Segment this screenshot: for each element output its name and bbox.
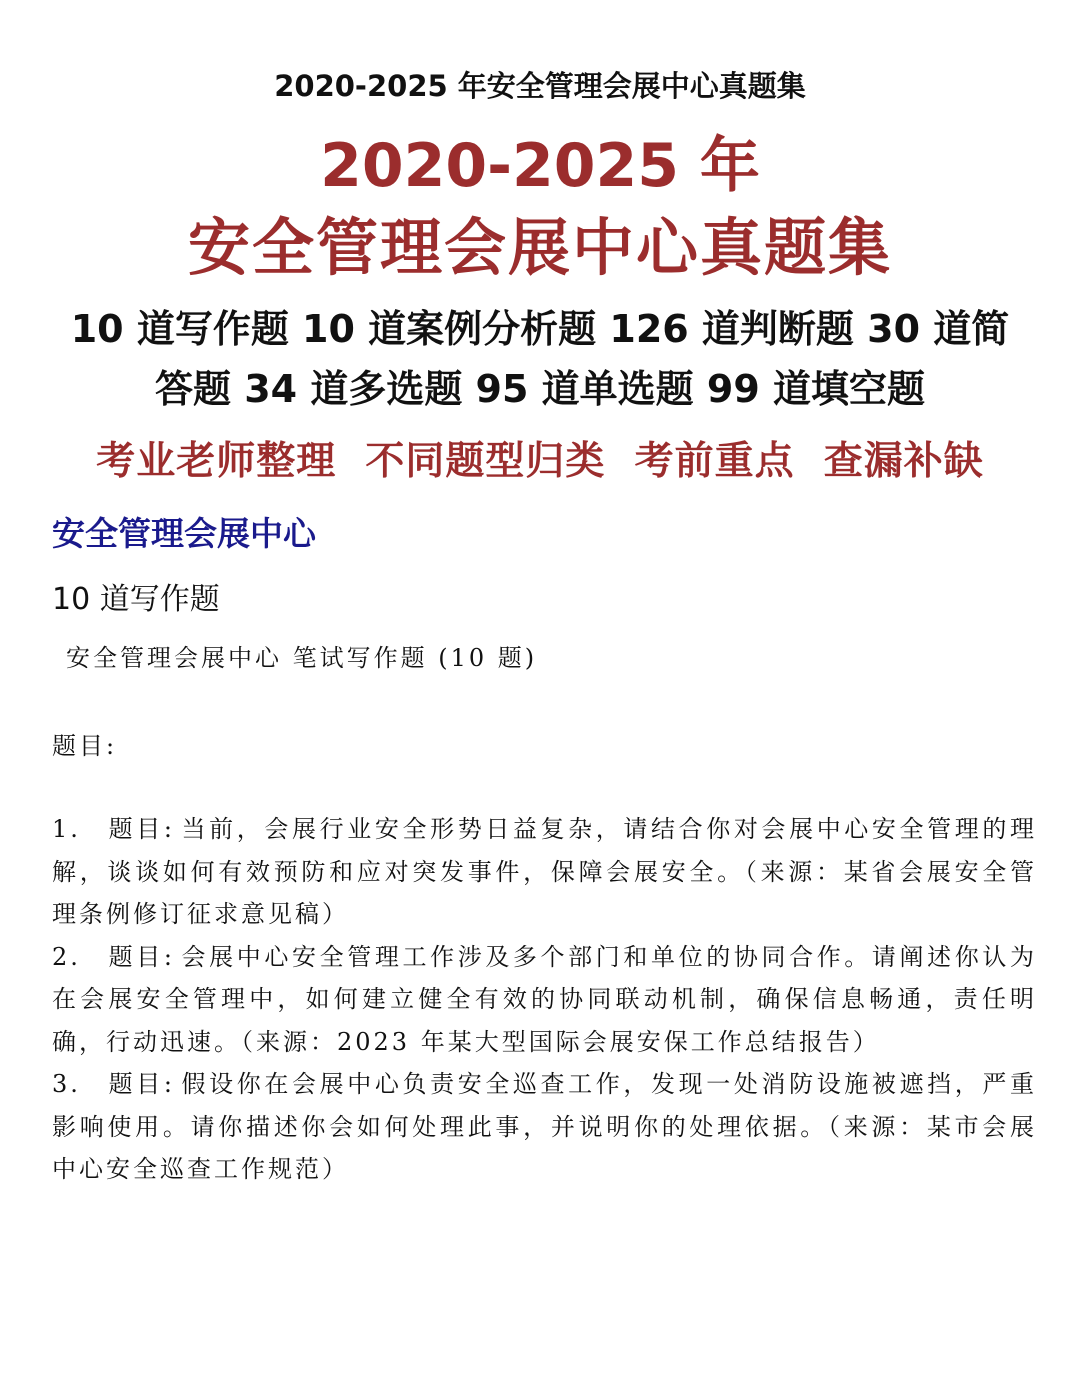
question-label: 题目: (108, 942, 175, 971)
question-label: 题目: (108, 815, 175, 843)
question-text: 会展中心安全管理工作涉及多个部门和单位的协同合作。请阐述你认为在会展安全管理中，如何建立健全有效的协同联动机制，确保信息畅通，责任明确，行动迅速。（来源：2023 年某大型国际会展安保工作总结报告） (52, 942, 1037, 1056)
question-text: 当前，会展行业安全形势日益复杂，请结合你对会展中心安全管理的理解，谈谈如何有效预防和应对突发事件，保障会展安全。（来源：某省会展安全管理条例修订征求意见稿） (52, 815, 1037, 928)
exam-title: 安全管理会展中心 笔试写作题 (10 题) (66, 644, 538, 672)
question-item (52, 936, 1037, 1064)
section-subheading: 10 道写作题 (52, 582, 220, 617)
topic-label: 题目: (52, 732, 118, 760)
question-counts-line-1: 10 道写作题 10 道案例分析题 126 道判断题 30 道简 (70, 307, 1010, 351)
cover-slogan: 考业老师整理 不同题型归类 考前重点 查漏补缺 (96, 438, 984, 484)
cover-title-line-1: 2020-2025 年 (320, 131, 760, 201)
question-number: 2. (52, 942, 81, 971)
question-item (52, 808, 1037, 936)
question-number: 1. (52, 815, 81, 843)
question-text: 假设你在会展中心负责安全巡查工作，发现一处消防设施被遮挡，严重影响使用。请你描述你会如何处理此事，并说明你的处理依据。（来源：某市会展中心安全巡查工作规范） (52, 1070, 1037, 1183)
question-label: 题目: (108, 1070, 175, 1098)
question-list (52, 808, 1037, 1191)
cover-title-line-2: 安全管理会展中心真题集 (187, 211, 892, 284)
section-title: 安全管理会展中心 (52, 514, 316, 553)
question-item (52, 1063, 1037, 1191)
page-header-title: 2020-2025 年安全管理会展中心真题集 (274, 69, 806, 103)
question-counts-line-2: 答题 34 道多选题 95 道单选题 99 道填空题 (154, 367, 926, 411)
question-number: 3. (52, 1070, 81, 1098)
